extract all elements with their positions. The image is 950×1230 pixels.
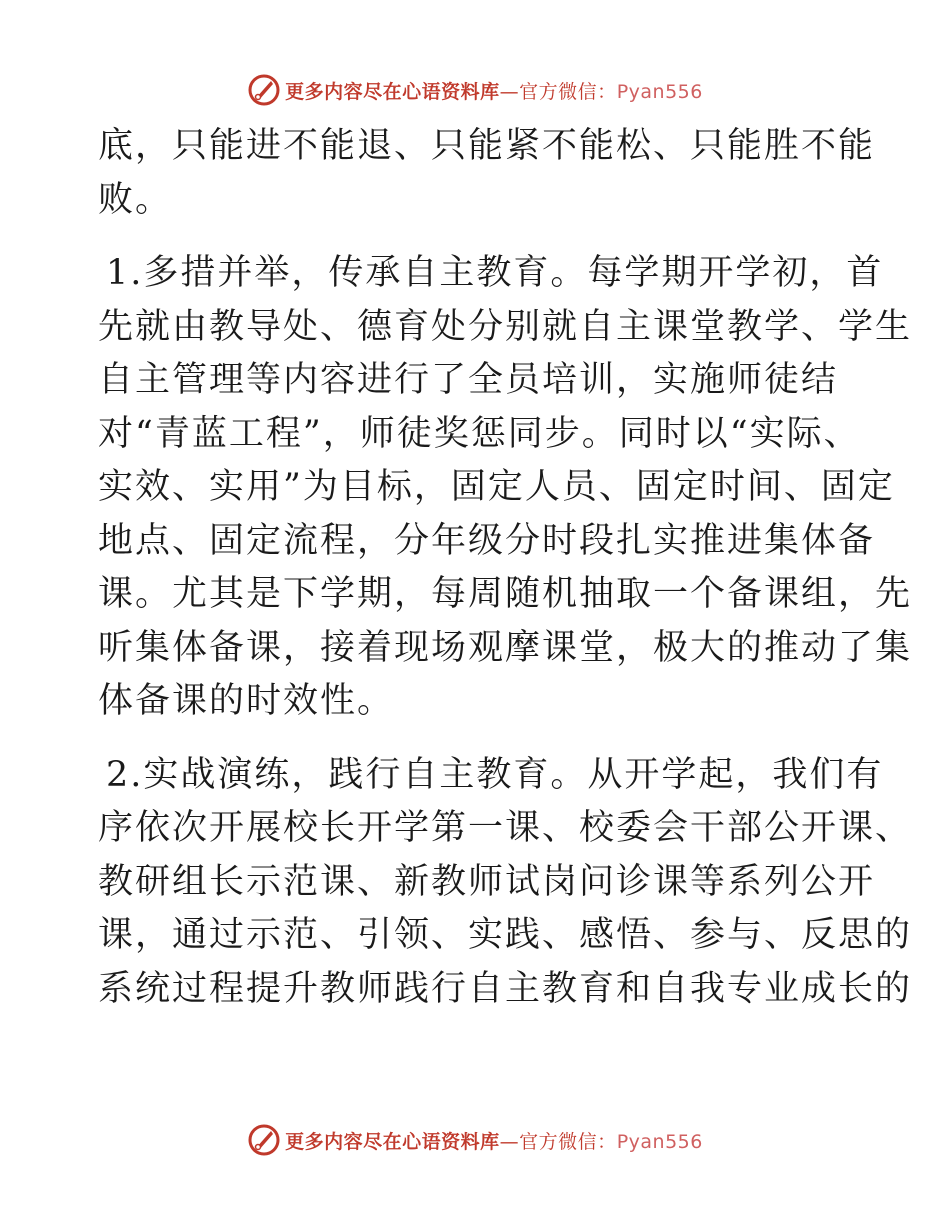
text-line: 听集体备课，接着现场观摩课堂，极大的推动了集 xyxy=(98,627,913,668)
paragraph xyxy=(98,749,913,1017)
text-line: 先就由教导处、德育处分别就自主课堂教学、学生 xyxy=(98,306,913,347)
text-line: 体备课的时效性。 xyxy=(98,681,395,721)
banner-wechat-label: 官方微信： xyxy=(519,80,617,103)
text-line: 系统过程提升教师践行自主教育和自我专业成长的 xyxy=(98,968,913,1009)
banner-wechat-id: Pyan556 xyxy=(616,1130,703,1153)
text-line: 1.多措并举，传承自主教育。每学期开学初，首 xyxy=(106,253,884,293)
paragraph xyxy=(98,120,876,227)
text-line: 底，只能进不能退、只能紧不能松、只能胜不能 xyxy=(98,126,876,166)
text-line: 败。 xyxy=(98,179,173,220)
text-line: 自主管理等内容进行了全员培训，实施师徒结 xyxy=(98,360,839,400)
paragraph xyxy=(98,247,913,729)
banner-main-text: 更多内容尽在心语资料库 xyxy=(285,1130,500,1153)
text-line: 2.实战演练，践行自主教育。从开学起，我们有 xyxy=(106,754,884,795)
footer-banner xyxy=(0,1120,950,1160)
header-banner xyxy=(0,70,950,110)
banner-main-text: 更多内容尽在心语资料库 xyxy=(285,80,500,103)
banner-wechat-id: Pyan556 xyxy=(616,80,703,103)
banner-separator: — xyxy=(499,80,520,103)
text-line: 序依次开展校长开学第一课、校委会干部公开课、 xyxy=(98,808,913,848)
banner-separator: — xyxy=(499,1130,520,1153)
banner-wechat-label: 官方微信： xyxy=(519,1130,617,1153)
text-line: 实效、实用”为目标，固定人员、固定时间、固定 xyxy=(98,467,895,507)
text-line: 课，通过示范、引领、实践、感悟、参与、反思的 xyxy=(98,915,913,955)
quill-logo-icon xyxy=(247,1123,281,1157)
text-line: 对“青蓝工程”，师徒奖惩同步。同时以“实际、 xyxy=(98,413,861,454)
banner-text xyxy=(285,77,703,104)
banner-text xyxy=(285,1127,703,1154)
text-line: 课。尤其是下学期，每周随机抽取一个备课组，先 xyxy=(98,574,913,614)
text-line: 教研组长示范课、新教师试岗问诊课等系列公开 xyxy=(98,861,876,902)
text-line: 地点、固定流程，分年级分时段扎实推进集体备 xyxy=(98,520,876,561)
quill-logo-icon xyxy=(247,73,281,107)
document-body xyxy=(98,120,913,1016)
